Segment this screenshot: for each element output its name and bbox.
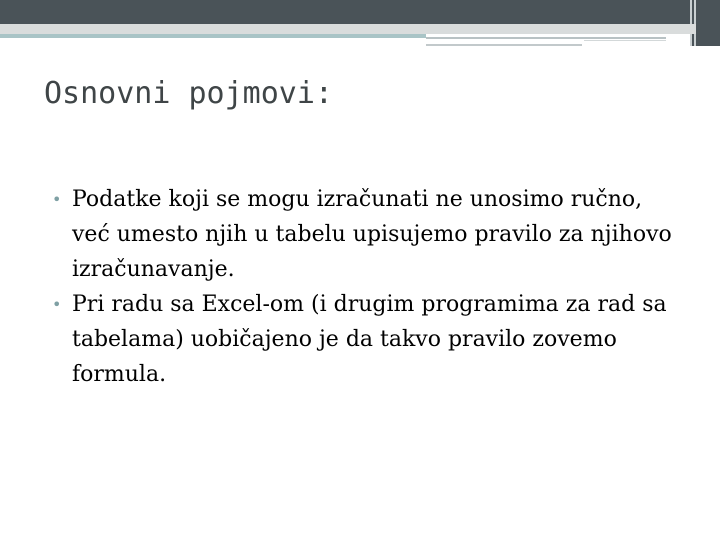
- bullet-text: Podatke koji se mogu izračunati ne unosimo ručno, već umesto njih u tabelu upisujemo pravilo za njihovo izračunavanje.: [72, 187, 672, 282]
- bullet-icon: •: [52, 190, 62, 209]
- slide-title: Osnovni pojmovi:: [44, 76, 333, 111]
- header-thin-rule: [426, 44, 582, 46]
- top-decorative-band: [0, 0, 720, 24]
- header-teal-rule: [0, 34, 426, 38]
- header-thin-rule: [426, 37, 666, 39]
- bullet-item: [52, 182, 672, 287]
- header-thin-rule: [584, 40, 666, 41]
- bullet-text: Pri radu sa Excel-om (i drugim programima za rad sa tabelama) uobičajeno je da takvo pravilo zovemo formula.: [72, 292, 667, 387]
- header-gray-rule: [0, 24, 696, 34]
- bullet-list: [52, 182, 672, 392]
- bullet-icon: •: [52, 295, 62, 314]
- top-corner-block: [696, 0, 720, 46]
- bullet-item: [52, 287, 672, 392]
